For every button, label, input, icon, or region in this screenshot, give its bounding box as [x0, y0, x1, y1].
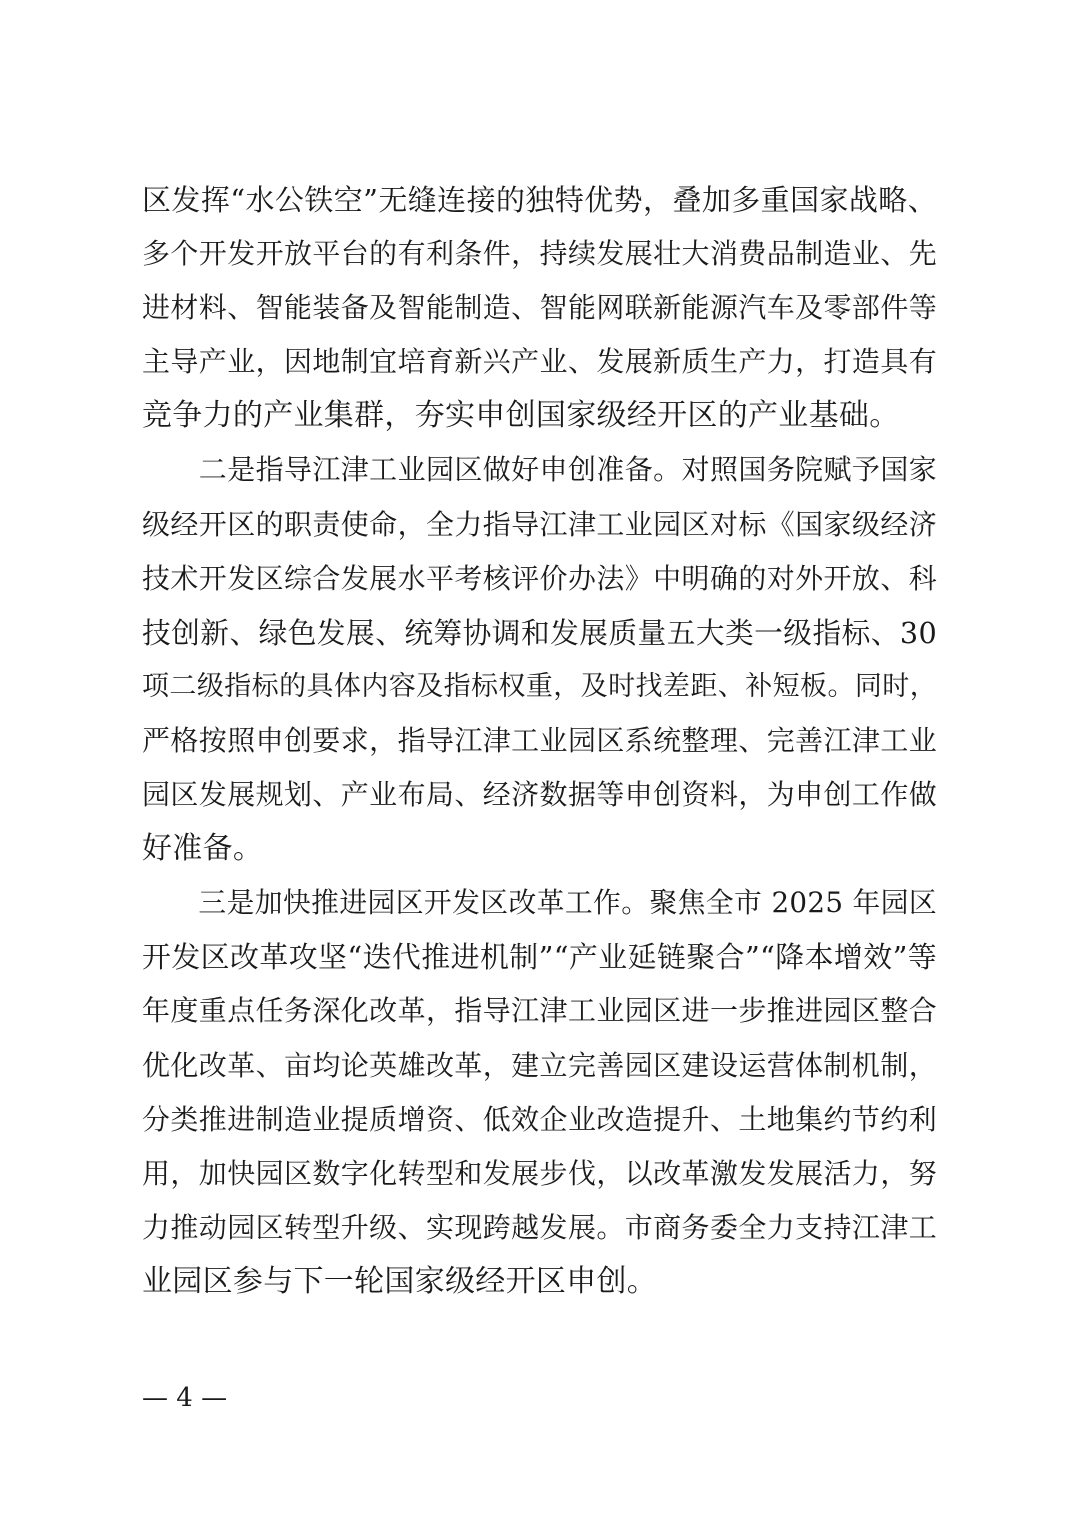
- text-line: 进材料、智能装备及智能制造、智能网联新能源汽车及零部件等: [142, 291, 937, 325]
- text-line: 二是指导江津工业园区做好申创准备。对照国务院赋予国家: [142, 453, 937, 487]
- text-line: 多个开发开放平台的有利条件，持续发展壮大消费品制造业、先: [142, 237, 937, 271]
- text-line: 园区发展规划、产业布局、经济数据等申创资料，为申创工作做: [142, 778, 937, 812]
- text-line: 严格按照申创要求，指导江津工业园区系统整理、完善江津工业: [142, 723, 937, 757]
- page-number: — 4 —: [142, 1383, 228, 1413]
- text-line: 项二级指标的具体内容及指标权重，及时找差距、补短板。同时，: [142, 670, 937, 702]
- text-line: 好准备。: [142, 831, 264, 867]
- body-text: [142, 173, 937, 1309]
- text-line: 用，加快园区数字化转型和发展步伐，以改革激发发展活力，努: [142, 1156, 937, 1190]
- text-line: 技术开发区综合发展水平考核评价办法》中明确的对外开放、科: [142, 561, 937, 595]
- text-line: 分类推进制造业提质增资、低效企业改造提升、土地集约节约利: [142, 1102, 937, 1136]
- text-line: 级经开区的职责使命，全力指导江津工业园区对标《国家级经济: [142, 507, 937, 541]
- text-line: 竞争力的产业集群，夯实申创国家级经开区的产业基础。: [142, 398, 900, 434]
- text-line: 优化改革、亩均论英雄改革，建立完善园区建设运营体制机制，: [142, 1048, 937, 1082]
- text-line: 技创新、绿色发展、统筹协调和发展质量五大类一级指标、30: [142, 615, 937, 650]
- text-line: 力推动园区转型升级、实现跨越发展。市商务委全力支持江津工: [142, 1210, 937, 1244]
- text-line: 区发挥“水公铁空”无缝连接的独特优势，叠加多重国家战略、: [142, 183, 937, 217]
- text-line: 三是加快推进园区开发区改革工作。聚焦全市 2025 年园区: [142, 886, 937, 920]
- text-line: 开发区改革攻坚“迭代推进机制”“产业延链聚合”“降本增效”等: [142, 940, 937, 975]
- text-line: 年度重点任务深化改革，指导江津工业园区进一步推进园区整合: [142, 994, 937, 1028]
- text-line: 主导产业，因地制宜培育新兴产业、发展新质生产力，打造具有: [142, 345, 937, 379]
- text-line: 业园区参与下一轮国家级经开区申创。: [142, 1263, 658, 1299]
